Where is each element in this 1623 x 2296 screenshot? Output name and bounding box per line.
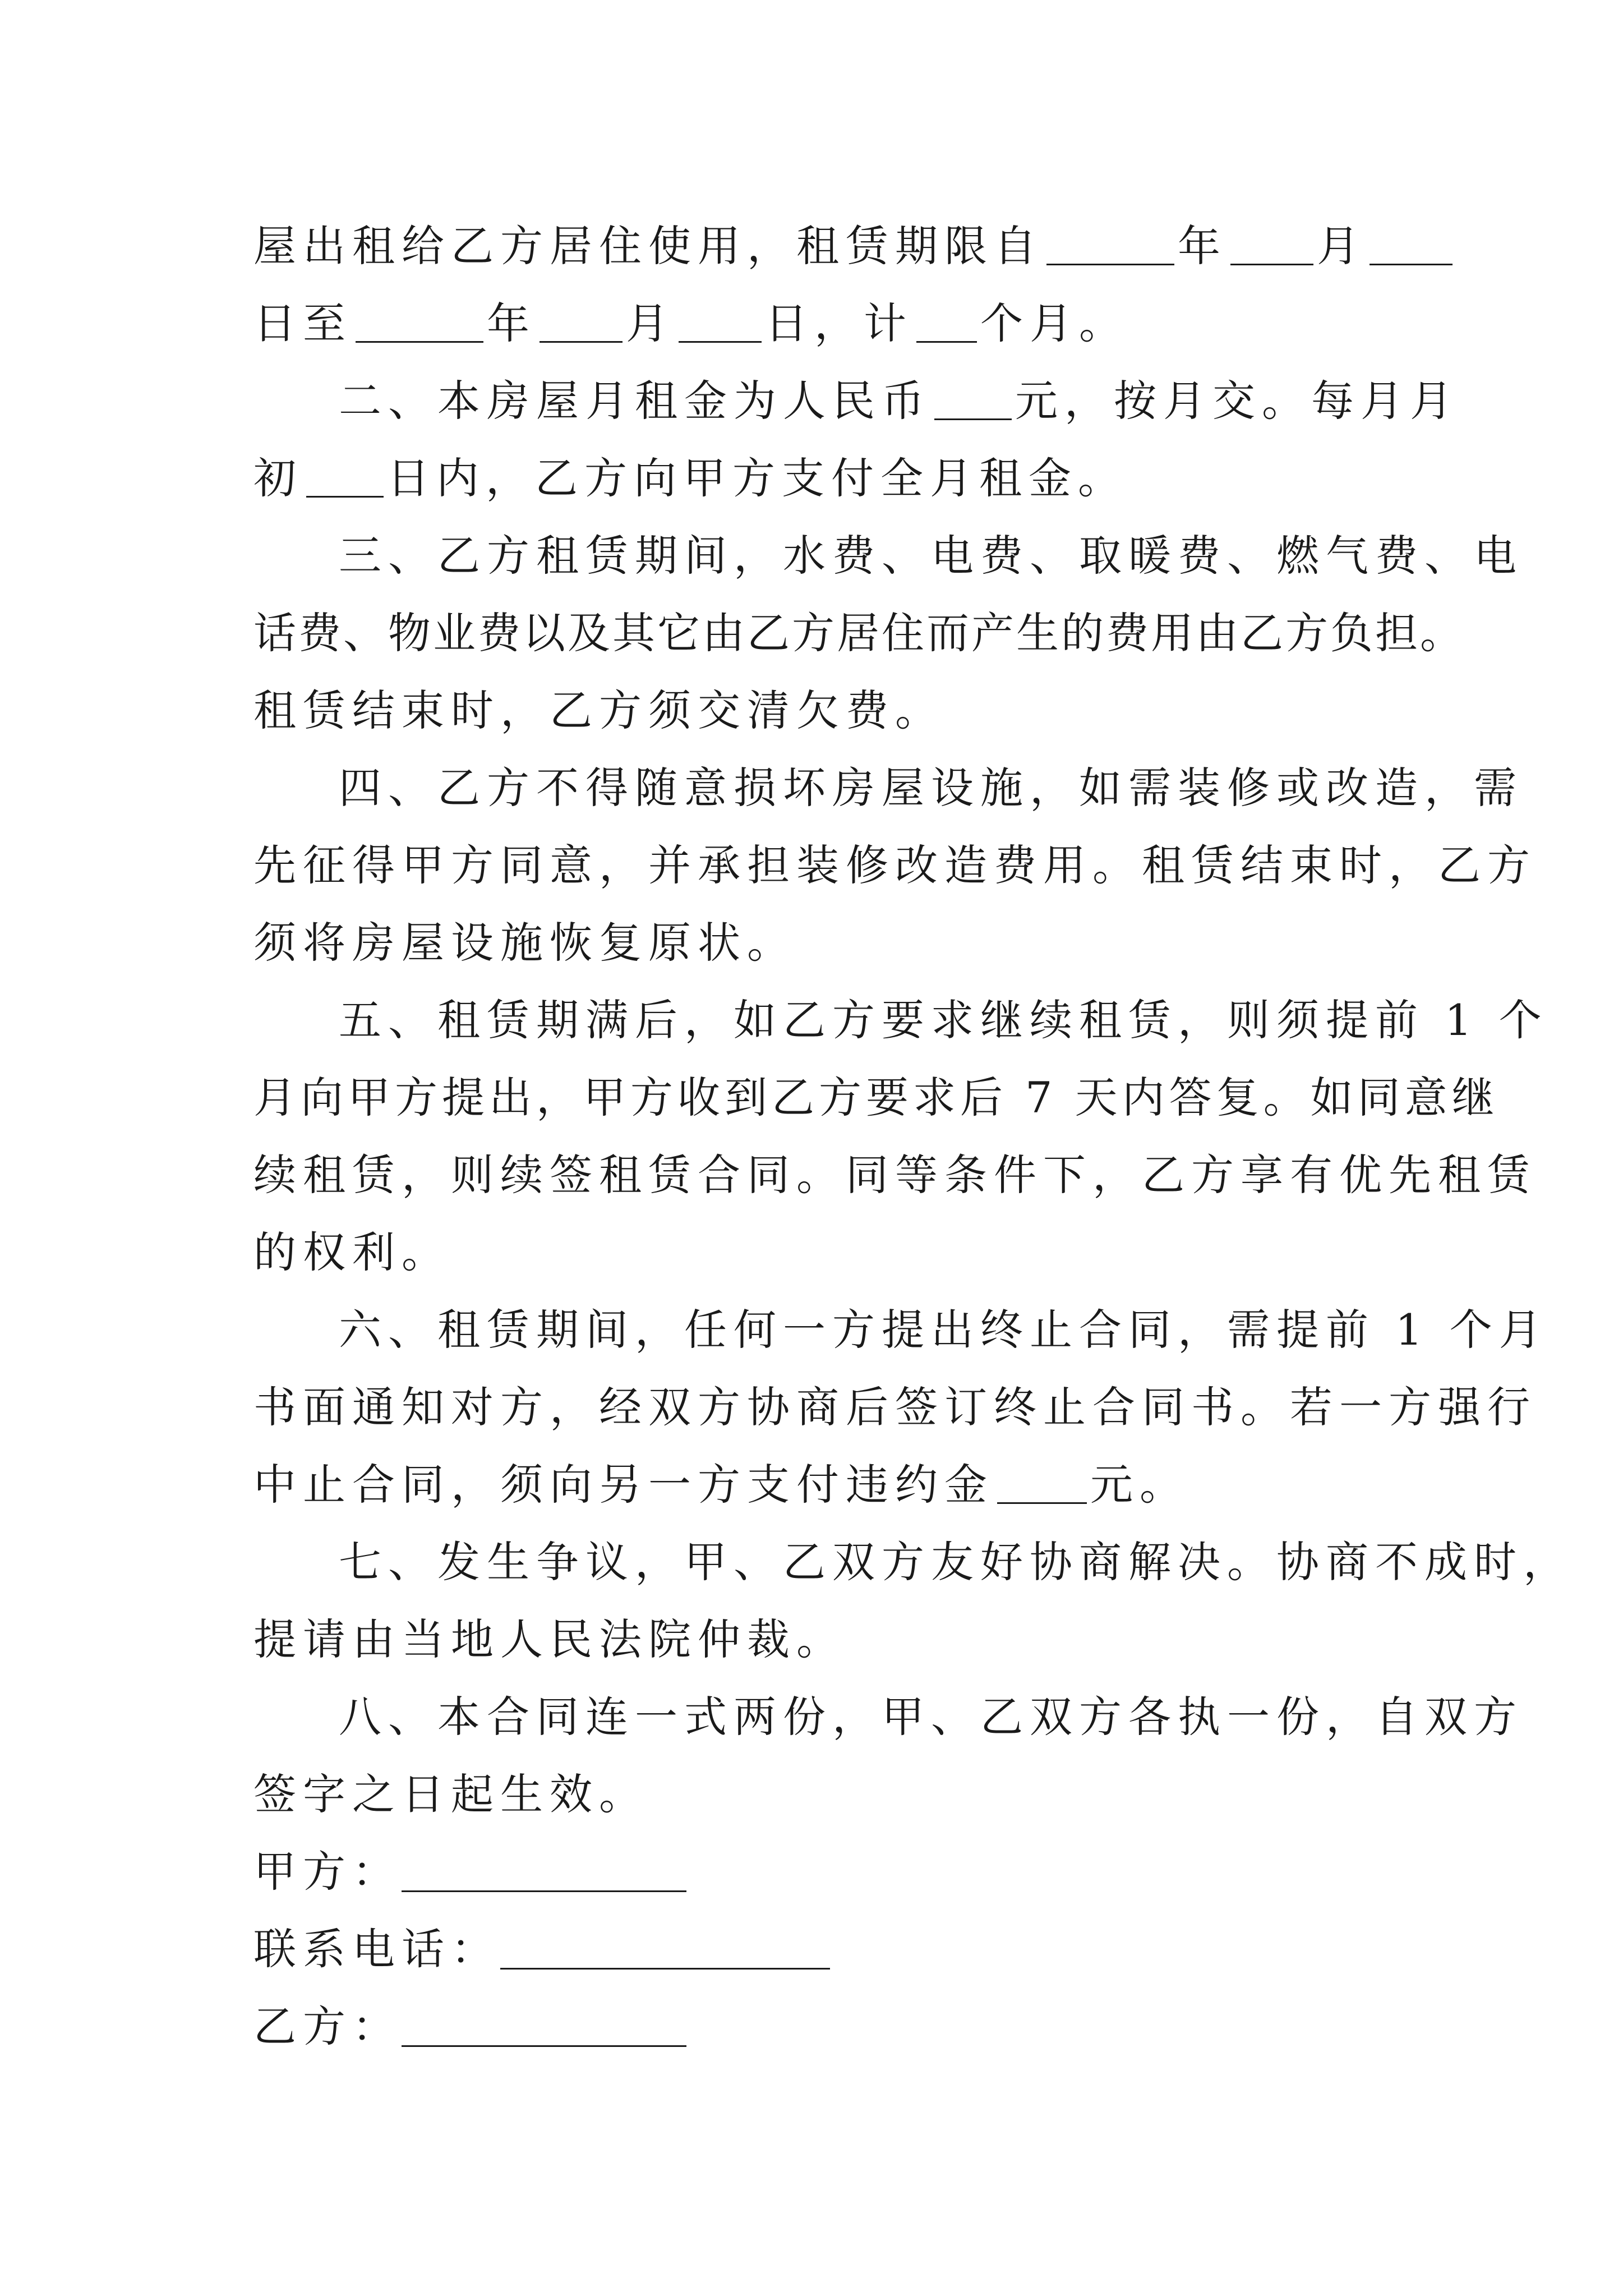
party-a-signature-line	[402, 1849, 686, 1892]
clause-2-line-1	[253, 362, 1459, 440]
clause-2-line-2	[253, 440, 1386, 517]
line-2	[253, 285, 1386, 362]
rent-amount-blank	[934, 378, 1012, 420]
end-month-blank	[540, 301, 623, 343]
penalty-text: 中止合同，须向另一方支付违约金	[253, 1460, 994, 1510]
start-year-blank	[1046, 223, 1174, 265]
signature-party-a	[253, 1833, 1386, 1911]
clause-4-line-1: 四、乙方不得随意损坏房屋设施，如需装修或改造，需	[339, 763, 1523, 813]
line-1	[253, 208, 1386, 285]
rent-unit-text: 元，按月交。每月月	[1015, 376, 1459, 426]
start-month-blank	[1230, 223, 1313, 265]
year-label: 年	[1178, 221, 1227, 271]
clause-3-line-1: 三、乙方租赁期间，水费、电费、取暖费、燃气费、电	[339, 531, 1523, 581]
year-label: 年	[487, 298, 536, 348]
party-a-label: 甲方：	[253, 1847, 402, 1897]
clause-5-line-2: 月向甲方提出，甲方收到乙方要求后 7 天内答复。如同意继	[253, 1073, 1499, 1122]
clause-8-line-1: 八、本合同连一式两份，甲、乙双方各执一份，自双方	[339, 1692, 1523, 1742]
month-start-label: 初	[253, 453, 303, 503]
pay-rent-text: 日内，乙方向甲方支付全月租金。	[387, 453, 1127, 503]
month-label: 月	[626, 298, 675, 348]
pay-day-blank	[306, 455, 384, 498]
clause-3-line-3: 租赁结束时，乙方须交清欠费。	[253, 685, 944, 735]
party-b-label: 乙方：	[253, 2001, 402, 2051]
penalty-amount-blank	[997, 1462, 1087, 1504]
clause-7-line-2: 提请由当地人民法院仲裁。	[253, 1614, 846, 1664]
clause-7-line-1: 七、发生争议，甲、乙双方友好协商解决。协商不成时，	[339, 1537, 1573, 1587]
clause-6-line-1: 六、租赁期间，任何一方提出终止合同，需提前 1 个月	[339, 1305, 1548, 1355]
start-day-blank	[1370, 223, 1453, 265]
clause-6-line-2: 书面通知对方，经双方协商后签订终止合同书。若一方强行	[253, 1382, 1537, 1432]
rent-text: 二、本房屋月租金为人民币	[339, 376, 931, 426]
signature-phone	[253, 1911, 1386, 1988]
clause-3-line-2: 话费、物业费以及其它由乙方居住而产生的费用由乙方负担。	[253, 608, 1465, 658]
phone-line	[500, 1926, 830, 1970]
month-label: 月	[1317, 221, 1366, 271]
months-label: 个月。	[980, 298, 1128, 348]
contract-body	[253, 208, 1573, 2065]
clause-5-line-1: 五、租赁期满后，如乙方要求继续租赁，则须提前 1 个	[339, 995, 1548, 1045]
phone-label: 联系电话：	[253, 1924, 500, 1974]
party-b-signature-line	[402, 2004, 686, 2047]
lease-term-text: 屋出租给乙方居住使用，租赁期限自	[253, 221, 1043, 271]
end-year-blank	[356, 301, 483, 343]
day-total-label: 日，计	[765, 298, 913, 348]
clause-4-line-3: 须将房屋设施恢复原状。	[253, 918, 796, 968]
clause-5-line-4: 的权利。	[253, 1227, 451, 1277]
penalty-unit-text: 元。	[1090, 1460, 1189, 1510]
signature-party-b	[253, 1988, 1386, 2065]
day-to-label: 日至	[253, 298, 352, 348]
clause-6-line-3	[253, 1446, 1386, 1524]
clause-5-line-3: 续租赁，则续签租赁合同。同等条件下，乙方享有优先租赁	[253, 1150, 1537, 1200]
clause-4-line-2: 先征得甲方同意，并承担装修改造费用。租赁结束时，乙方	[253, 840, 1537, 890]
months-count-blank	[916, 301, 977, 343]
end-day-blank	[679, 301, 762, 343]
clause-8-line-2: 签字之日起生效。	[253, 1769, 648, 1819]
